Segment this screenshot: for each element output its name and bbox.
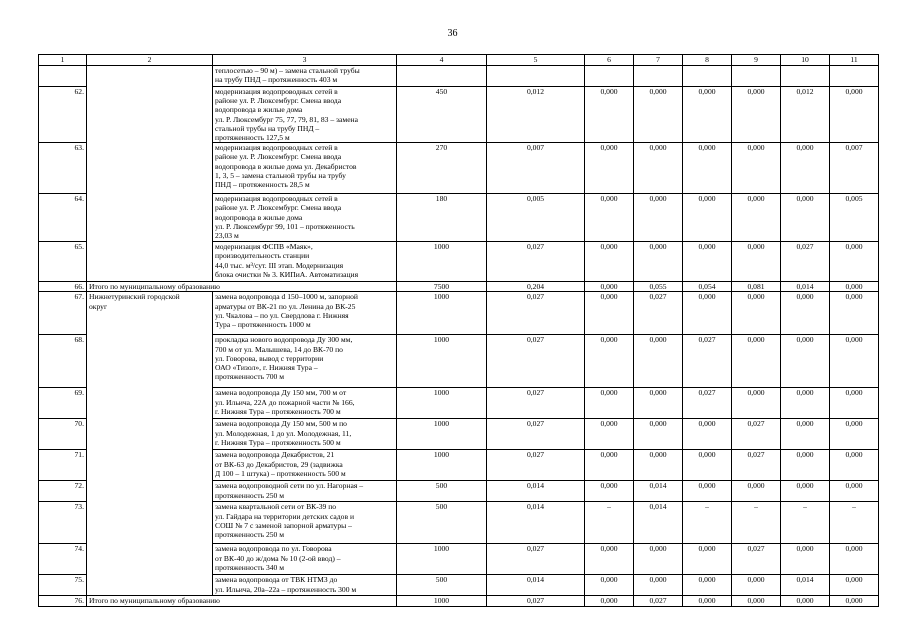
measure-description-cell: замена водопровода Ду 150 мм, 500 м по ул. Молодежная, 1 до ул. Молодежная, 11, г. Нижняя Тура – протяженность 500 м bbox=[213, 419, 397, 450]
value-cell: 500 bbox=[397, 481, 487, 502]
value-cell: 0,000 bbox=[585, 292, 634, 335]
value-cell: 0,000 bbox=[634, 242, 683, 282]
value-cell: 1000 bbox=[397, 242, 487, 282]
value-cell: 0,000 bbox=[830, 544, 879, 575]
value-cell: 1000 bbox=[397, 388, 487, 419]
value-cell: 0,000 bbox=[585, 450, 634, 481]
row-number-cell: 70. bbox=[39, 419, 87, 450]
measure-description-cell: модернизация водопроводных сетей в районе ул. Р. Люксембург. Смена ввода водопровода в жилые дома ул. Р. Люксембург 99, 101 – протяженность 23,03 м bbox=[213, 194, 397, 242]
value-cell: 0,027 bbox=[487, 292, 585, 335]
column-header: 11 bbox=[830, 55, 879, 66]
value-cell: 0,014 bbox=[634, 481, 683, 502]
value-cell: 0,027 bbox=[683, 335, 732, 388]
value-cell: 0,000 bbox=[683, 143, 732, 194]
value-cell: – bbox=[683, 502, 732, 544]
value-cell: 0,012 bbox=[487, 87, 585, 143]
value-cell: 0,000 bbox=[830, 450, 879, 481]
value-cell: 0,014 bbox=[781, 575, 830, 596]
value-cell: 0,000 bbox=[830, 242, 879, 282]
measure-description-cell: замена водопровода от ТВК НТМЗ до ул. Ильича, 20а–22а – протяженность 300 м bbox=[213, 575, 397, 596]
value-cell: 0,055 bbox=[634, 282, 683, 292]
column-header: 7 bbox=[634, 55, 683, 66]
row-number-cell: 75. bbox=[39, 575, 87, 596]
value-cell: 0,007 bbox=[830, 143, 879, 194]
value-cell: 0,000 bbox=[830, 388, 879, 419]
measure-description-cell: замена квартальной сети от ВК-39 по ул. Гайдара на территории детских садов и СОШ № 7 с заменой запорной арматуры – протяженность 250 м bbox=[213, 502, 397, 544]
measure-description-cell: замена водопровода d 150–1000 м, запорной арматуры от ВК-21 по ул. Ленина до ВК-25 ул. Чкалова – по ул. Свердлова г. Нижняя Тура – протяженность 1000 м bbox=[213, 292, 397, 335]
value-cell: 1000 bbox=[397, 544, 487, 575]
table-body bbox=[39, 66, 879, 607]
value-cell: 0,000 bbox=[781, 544, 830, 575]
column-header: 3 bbox=[213, 55, 397, 66]
value-cell: 0,000 bbox=[683, 544, 732, 575]
measure-description-cell: теплосетью – 90 м) – замена стальной трубы на трубу ПНД – протяженность 403 м bbox=[213, 66, 397, 87]
value-cell: 0,027 bbox=[487, 544, 585, 575]
value-cell: 0,027 bbox=[487, 335, 585, 388]
value-cell bbox=[830, 66, 879, 87]
value-cell: 0,000 bbox=[683, 481, 732, 502]
measure-description-cell: модернизация водопроводных сетей в районе ул. Р. Люксембург. Смена ввода водопровода в жилые дома ул. Декабристов 1, 3, 5 – замена стальной трубы на трубу ПНД – протяженность 28,5 м bbox=[213, 143, 397, 194]
value-cell: 0,000 bbox=[732, 335, 781, 388]
page-number: 36 bbox=[447, 28, 458, 39]
value-cell: 0,000 bbox=[585, 242, 634, 282]
value-cell: 0,014 bbox=[487, 575, 585, 596]
value-cell: 0,000 bbox=[585, 419, 634, 450]
value-cell: 500 bbox=[397, 502, 487, 544]
value-cell: 0,000 bbox=[683, 87, 732, 143]
value-cell: 0,000 bbox=[732, 143, 781, 194]
column-header: 4 bbox=[397, 55, 487, 66]
value-cell: 0,000 bbox=[781, 143, 830, 194]
measure-description-cell: модернизация ФСПВ «Маяк», производительность станции 44,0 тыс. м³/сут. III этап. Модернизация блока очистки № 3. КИПиА. Автоматизация bbox=[213, 242, 397, 282]
value-cell bbox=[397, 66, 487, 87]
value-cell: 0,027 bbox=[487, 450, 585, 481]
value-cell: 0,000 bbox=[585, 544, 634, 575]
value-cell: 0,027 bbox=[732, 544, 781, 575]
value-cell: 0,014 bbox=[487, 481, 585, 502]
row-number-cell: 67. bbox=[39, 292, 87, 335]
value-cell: 0,000 bbox=[683, 194, 732, 242]
value-cell: 0,000 bbox=[781, 194, 830, 242]
table-row bbox=[39, 66, 879, 87]
value-cell: 0,000 bbox=[830, 292, 879, 335]
value-cell: 0,014 bbox=[781, 282, 830, 292]
value-cell: 0,000 bbox=[781, 419, 830, 450]
row-number-cell: 76. bbox=[39, 596, 87, 606]
value-cell: 0,000 bbox=[683, 242, 732, 282]
value-cell: 0,027 bbox=[683, 388, 732, 419]
value-cell: 0,000 bbox=[781, 596, 830, 606]
value-cell: 0,000 bbox=[781, 388, 830, 419]
value-cell: 1000 bbox=[397, 596, 487, 606]
value-cell: 270 bbox=[397, 143, 487, 194]
column-header: 9 bbox=[732, 55, 781, 66]
value-cell: 0,000 bbox=[732, 194, 781, 242]
municipality-cell bbox=[87, 66, 213, 282]
value-cell: 0,000 bbox=[585, 388, 634, 419]
value-cell: 1000 bbox=[397, 292, 487, 335]
column-header: 1 bbox=[39, 55, 87, 66]
row-number-cell: 73. bbox=[39, 502, 87, 544]
value-cell: 0,027 bbox=[634, 596, 683, 606]
table-row bbox=[39, 292, 879, 335]
row-number-cell: 66. bbox=[39, 282, 87, 292]
value-cell bbox=[683, 66, 732, 87]
value-cell: 0,012 bbox=[781, 87, 830, 143]
measure-description-cell: замена водопровода по ул. Говорова от ВК-40 до ж/дома № 10 (2-ой ввод) – протяженность 340 м bbox=[213, 544, 397, 575]
measure-description-cell: прокладка нового водопровода Ду 300 мм, 700 м от ул. Малышева, 14 до ВК-70 по ул. Говорова, вывод с территории ОАО «Тизол», г. Нижняя Тура – протяженность 700 м bbox=[213, 335, 397, 388]
value-cell: 0,000 bbox=[683, 596, 732, 606]
value-cell: 0,000 bbox=[634, 419, 683, 450]
value-cell: 1000 bbox=[397, 450, 487, 481]
value-cell: 0,000 bbox=[683, 292, 732, 335]
value-cell: 0,000 bbox=[634, 388, 683, 419]
row-number-cell: 63. bbox=[39, 143, 87, 194]
value-cell bbox=[634, 66, 683, 87]
column-header: 6 bbox=[585, 55, 634, 66]
value-cell: 0,027 bbox=[732, 450, 781, 481]
value-cell: 0,000 bbox=[585, 596, 634, 606]
value-cell: 0,000 bbox=[585, 575, 634, 596]
row-number-cell: 62. bbox=[39, 87, 87, 143]
row-number-cell: 69. bbox=[39, 388, 87, 419]
value-cell: 0,000 bbox=[634, 194, 683, 242]
value-cell: 0,014 bbox=[487, 502, 585, 544]
value-cell: 0,027 bbox=[781, 242, 830, 282]
value-cell: 0,000 bbox=[830, 596, 879, 606]
value-cell: 0,000 bbox=[732, 575, 781, 596]
value-cell: 7500 bbox=[397, 282, 487, 292]
value-cell: 450 bbox=[397, 87, 487, 143]
value-cell: 0,000 bbox=[732, 87, 781, 143]
value-cell: 0,000 bbox=[634, 544, 683, 575]
row-number-cell: 65. bbox=[39, 242, 87, 282]
value-cell: 0,000 bbox=[585, 143, 634, 194]
value-cell: 0,027 bbox=[634, 292, 683, 335]
value-cell: – bbox=[732, 502, 781, 544]
value-cell: 0,000 bbox=[830, 419, 879, 450]
value-cell: 0,204 bbox=[487, 282, 585, 292]
value-cell: 0,027 bbox=[487, 419, 585, 450]
table-row bbox=[39, 596, 879, 606]
column-header: 10 bbox=[781, 55, 830, 66]
row-number-cell bbox=[39, 66, 87, 87]
value-cell: 0,000 bbox=[781, 292, 830, 335]
row-number-cell: 64. bbox=[39, 194, 87, 242]
value-cell: 0,054 bbox=[683, 282, 732, 292]
total-label-cell: Итого по муниципальному образованию bbox=[87, 596, 397, 606]
row-number-cell: 68. bbox=[39, 335, 87, 388]
value-cell: 0,081 bbox=[732, 282, 781, 292]
value-cell: 0,027 bbox=[732, 419, 781, 450]
value-cell: 0,000 bbox=[585, 481, 634, 502]
value-cell: 0,000 bbox=[683, 419, 732, 450]
table-row bbox=[39, 282, 879, 292]
value-cell: 180 bbox=[397, 194, 487, 242]
value-cell: 1000 bbox=[397, 419, 487, 450]
municipality-cell: Нижнетуринский городской округ bbox=[87, 292, 213, 596]
value-cell: – bbox=[781, 502, 830, 544]
value-cell: 0,005 bbox=[487, 194, 585, 242]
value-cell: 0,000 bbox=[634, 335, 683, 388]
value-cell: 0,000 bbox=[585, 87, 634, 143]
row-number-cell: 71. bbox=[39, 450, 87, 481]
value-cell: 0,000 bbox=[830, 282, 879, 292]
row-number-cell: 72. bbox=[39, 481, 87, 502]
measure-description-cell: модернизация водопроводных сетей в районе ул. Р. Люксембург. Смена ввода водопровода в жилые дома ул. Р. Люксембург 75, 77, 79, 81, 83 – замена стальной трубы на трубу ПНД – протяженность 127,5 м bbox=[213, 87, 397, 143]
value-cell: 0,000 bbox=[585, 282, 634, 292]
value-cell: 0,000 bbox=[732, 596, 781, 606]
value-cell: 0,000 bbox=[683, 575, 732, 596]
value-cell: 0,000 bbox=[683, 450, 732, 481]
value-cell: 0,027 bbox=[487, 242, 585, 282]
value-cell: 0,000 bbox=[634, 450, 683, 481]
value-cell: 0,000 bbox=[634, 143, 683, 194]
measure-description-cell: замена водопровода Декабристов, 21 от ВК-63 до Декабристов, 29 (задвижка Д 100 – 1 штука) – протяженность 500 м bbox=[213, 450, 397, 481]
column-header: 5 bbox=[487, 55, 585, 66]
measure-description-cell: замена водопроводной сети по ул. Нагорная – протяженность 250 м bbox=[213, 481, 397, 502]
value-cell: 0,000 bbox=[732, 292, 781, 335]
value-cell: 0,000 bbox=[830, 335, 879, 388]
value-cell: 0,000 bbox=[830, 87, 879, 143]
value-cell: 0,000 bbox=[732, 481, 781, 502]
total-label-cell: Итого по муниципальному образованию bbox=[87, 282, 397, 292]
row-number-cell: 74. bbox=[39, 544, 87, 575]
value-cell: 0,000 bbox=[732, 242, 781, 282]
value-cell: 0,000 bbox=[585, 335, 634, 388]
measure-description-cell: замена водопровода Ду 150 мм, 700 м от ул. Ильича, 22А до пожарной части № 166, г. Нижняя Тура – протяженность 700 м bbox=[213, 388, 397, 419]
column-header: 8 bbox=[683, 55, 732, 66]
value-cell: 0,000 bbox=[781, 481, 830, 502]
column-number-row bbox=[39, 55, 879, 66]
value-cell: 0,027 bbox=[487, 596, 585, 606]
column-header: 2 bbox=[87, 55, 213, 66]
value-cell: 0,000 bbox=[830, 481, 879, 502]
value-cell: 0,000 bbox=[781, 450, 830, 481]
value-cell: 0,000 bbox=[781, 335, 830, 388]
value-cell: 0,000 bbox=[634, 87, 683, 143]
value-cell bbox=[781, 66, 830, 87]
value-cell: 0,000 bbox=[585, 194, 634, 242]
value-cell: 0,005 bbox=[830, 194, 879, 242]
value-cell: 0,000 bbox=[634, 575, 683, 596]
value-cell: 0,027 bbox=[487, 388, 585, 419]
value-cell: 0,000 bbox=[732, 388, 781, 419]
value-cell: 0,000 bbox=[830, 575, 879, 596]
value-cell: 0,014 bbox=[634, 502, 683, 544]
value-cell: 0,007 bbox=[487, 143, 585, 194]
value-cell bbox=[732, 66, 781, 87]
value-cell bbox=[487, 66, 585, 87]
investment-program-table bbox=[38, 54, 879, 607]
value-cell: – bbox=[585, 502, 634, 544]
value-cell: 500 bbox=[397, 575, 487, 596]
value-cell: – bbox=[830, 502, 879, 544]
value-cell: 1000 bbox=[397, 335, 487, 388]
value-cell bbox=[585, 66, 634, 87]
